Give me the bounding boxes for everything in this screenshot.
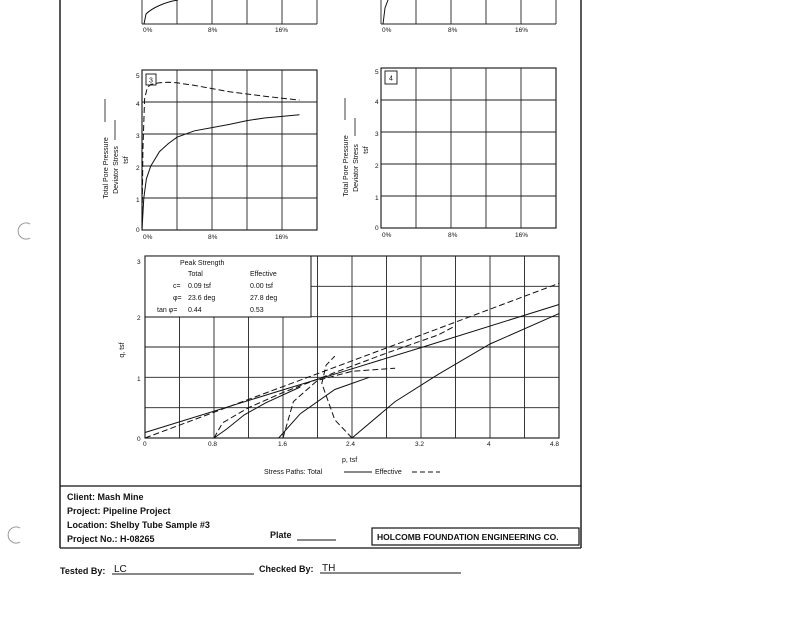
- x-tick-label: 8%: [448, 232, 458, 239]
- y-tick-label: 0: [375, 225, 379, 232]
- y-tick-label: 2: [137, 315, 141, 322]
- effective-stress-path: [214, 326, 456, 438]
- punch-hole-mark: [8, 527, 20, 543]
- company-name: HOLCOMB FOUNDATION ENGINEERING CO.: [377, 532, 559, 542]
- row-label-c: c=: [173, 283, 181, 290]
- x-tick-label: 0%: [143, 234, 153, 241]
- plot-frame: [142, 70, 317, 230]
- panel-number: 4: [389, 75, 393, 83]
- y-tick-label: 1: [375, 195, 379, 202]
- y-tick-label: 3: [375, 131, 379, 138]
- x-tick-label: 8%: [208, 234, 218, 241]
- y-axis-label-unit: tsf: [123, 156, 130, 164]
- peak-strength-title: Peak Strength: [180, 260, 225, 267]
- curve-deviator-stress: [142, 115, 300, 230]
- location-text: Location: Shelby Tube Sample #3: [67, 520, 210, 530]
- x-tick-label: 16%: [275, 234, 289, 241]
- x-tick-label: 8%: [448, 27, 458, 34]
- x-tick-label: 4: [487, 441, 491, 448]
- x-tick-label: 4.8: [550, 441, 560, 448]
- y-tick-label: 5: [136, 73, 140, 80]
- top-left-chart: [142, 0, 317, 34]
- x-tick-label: 0: [143, 441, 147, 448]
- y-tick-label: 0: [137, 436, 141, 443]
- y-axis-label: q, tsf: [119, 342, 126, 358]
- row-label-phi: φ=: [173, 295, 182, 302]
- checked-by-initials: TH: [322, 563, 336, 574]
- punch-hole-mark: [18, 223, 30, 239]
- column-header-effective: Effective: [250, 271, 277, 278]
- x-tick-label: 2.4: [346, 441, 356, 448]
- y-tick-label: 3: [136, 133, 140, 140]
- y-axis-label-line2: Deviator Stress: [353, 144, 360, 192]
- x-tick-label: 16%: [275, 27, 289, 34]
- y-tick-label: 4: [136, 101, 140, 108]
- project-number-text: Project No.: H-08265: [67, 534, 155, 544]
- signature-footer: [60, 563, 461, 576]
- plate-label: Plate: [270, 530, 292, 540]
- panel-number: 3: [149, 77, 153, 85]
- x-tick-label: 0%: [382, 232, 392, 239]
- value-effective-phi: 27.8 deg: [250, 295, 278, 302]
- y-axis-label-unit: tsf: [363, 146, 370, 154]
- chart-3-deviator-stress: [103, 70, 317, 241]
- legend-label-total: Stress Paths: Total: [264, 469, 323, 476]
- effective-stress-path: [322, 356, 352, 438]
- x-tick-label: 8%: [208, 27, 218, 34]
- x-axis-label: p, tsf: [342, 457, 358, 464]
- x-tick-label: 16%: [515, 232, 529, 239]
- x-tick-label: 16%: [515, 27, 529, 34]
- y-axis-label-line2: Deviator Stress: [113, 146, 120, 194]
- value-total-phi: 23.6 deg: [188, 295, 216, 302]
- x-tick-label: 0%: [382, 27, 392, 34]
- y-axis-label-line1: Total Pore Pressure: [343, 135, 350, 197]
- row-label-tan-phi: tan φ=: [157, 307, 178, 314]
- y-tick-label: 2: [136, 165, 140, 172]
- legend-label-effective: Effective: [375, 469, 402, 476]
- curve-deviator-stress: [383, 0, 388, 24]
- x-tick-label: 0%: [143, 27, 153, 34]
- peak-strength-table: [145, 256, 311, 317]
- checked-by-label: Checked By:: [259, 564, 314, 574]
- project-text: Project: Pipeline Project: [67, 506, 171, 516]
- chart-4-deviator-stress: [343, 68, 556, 239]
- value-effective-tan-phi: 0.53: [250, 307, 264, 314]
- report-info-block: [67, 492, 579, 545]
- y-tick-label: 2: [375, 163, 379, 170]
- y-tick-label: 0: [136, 227, 140, 234]
- y-tick-label: 1: [137, 376, 141, 383]
- client-text: Client: Mash Mine: [67, 492, 144, 502]
- plot-frame: [381, 68, 556, 228]
- total-stress-path: [214, 387, 300, 438]
- stress-path-chart: [119, 256, 559, 476]
- tested-by-label: Tested By:: [60, 566, 106, 576]
- column-header-total: Total: [188, 271, 203, 278]
- y-axis-label-line1: Total Pore Pressure: [103, 137, 110, 199]
- curve-pore-pressure: [142, 82, 300, 230]
- effective-stress-path: [283, 368, 395, 438]
- y-tick-label: 5: [375, 69, 379, 76]
- value-total-c: 0.09 tsf: [188, 283, 211, 290]
- x-tick-label: 0.8: [208, 441, 218, 448]
- y-tick-label: 3: [137, 259, 141, 266]
- value-total-tan-phi: 0.44: [188, 307, 202, 314]
- tested-by-initials: LC: [114, 564, 127, 575]
- top-right-chart: [381, 0, 556, 34]
- x-tick-label: 3.2: [415, 441, 425, 448]
- x-tick-label: 1.6: [278, 441, 288, 448]
- curve-deviator-stress: [144, 0, 178, 24]
- y-tick-label: 1: [136, 197, 140, 204]
- value-effective-c: 0.00 tsf: [250, 283, 273, 290]
- y-tick-label: 4: [375, 99, 379, 106]
